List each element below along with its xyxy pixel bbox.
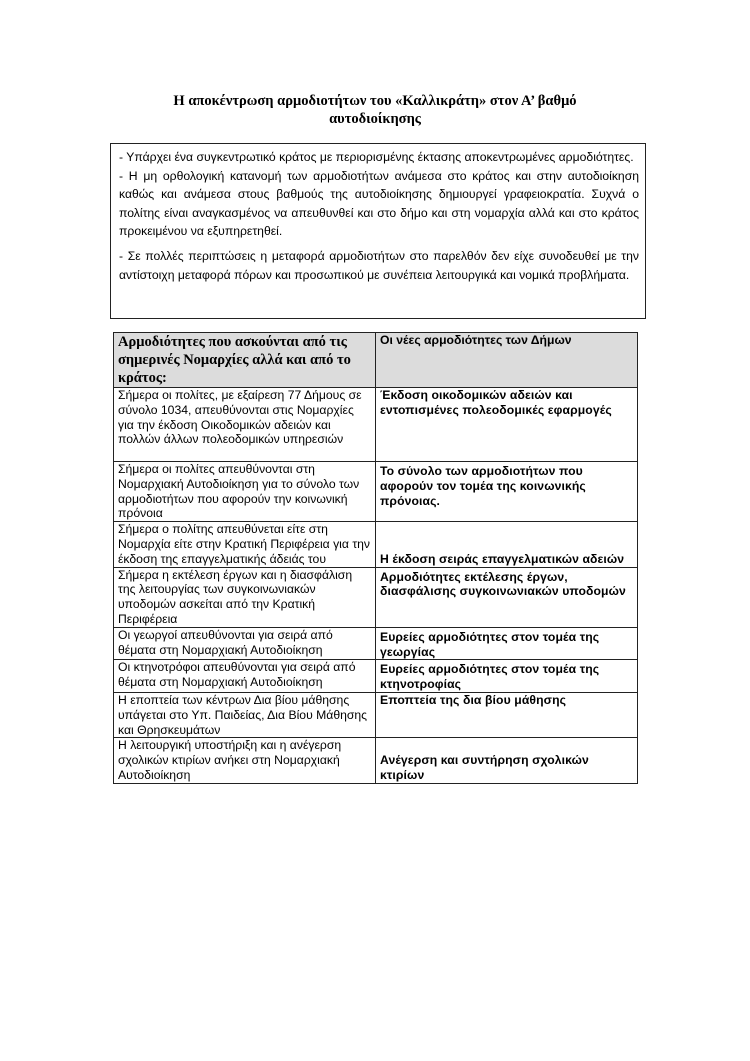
cell-new: Έκδοση οικοδομικών αδειών και εντοπισμένες πολεοδομικές εφαρμογές bbox=[376, 388, 638, 462]
table-row bbox=[114, 388, 638, 462]
cell-new: Εποπτεία της δια βίου μάθησης bbox=[376, 692, 638, 737]
intro-paragraph: - Σε πολλές περιπτώσεις η μεταφορά αρμοδιοτήτων στο παρελθόν δεν είχε συνοδευθεί με την αντίστοιχη μεταφορά πόρων και προσωπικού με συνέπεια λειτουργικά και νομικά προβλήματα. bbox=[119, 248, 639, 282]
table-row bbox=[114, 738, 638, 783]
cell-new: Ευρείες αρμοδιότητες στον τομέα της κτηνοτροφίας bbox=[376, 660, 638, 693]
competences-table bbox=[113, 332, 638, 784]
intro-box bbox=[110, 143, 646, 319]
header-current-competences: Αρμοδιότητες που ασκούνται από τις σημερινές Νομαρχίες αλλά και από το κράτος: bbox=[114, 333, 376, 388]
cell-current: Σήμερα ο πολίτης απευθύνεται είτε στη Νομαρχία είτε στην Κρατική Περιφέρεια για την έκδοση της επαγγελματικής άδειάς του bbox=[114, 522, 376, 567]
table-row bbox=[114, 627, 638, 660]
intro-paragraph: - Υπάρχει ένα συγκεντρωτικό κράτος με περιορισμένης έκτασης αποκεντρωμένες αρμοδιότητες. bbox=[119, 150, 634, 164]
table-row bbox=[114, 522, 638, 567]
table-row bbox=[114, 567, 638, 627]
cell-new: Ευρείες αρμοδιότητες στον τομέα της γεωργίας bbox=[376, 627, 638, 660]
cell-new: Ανέγερση και συντήρηση σχολικών κτιρίων bbox=[376, 738, 638, 783]
cell-new: Το σύνολο των αρμοδιοτήτων που αφορούν τον τομέα της κοινωνικής πρόνοιας. bbox=[376, 462, 638, 522]
table-row bbox=[114, 462, 638, 522]
cell-current: Σήμερα οι πολίτες απευθύνονται στη Νομαρχιακή Αυτοδιοίκηση για το σύνολο των αρμοδιοτήτων που αφορούν την κοινωνική πρόνοια bbox=[114, 462, 376, 522]
page-title: Η αποκέντρωση αρμοδιοτήτων του «Καλλικράτη» στον Α’ βαθμό αυτοδιοίκησης bbox=[173, 93, 577, 127]
header-new-competences: Οι νέες αρμοδιότητες των Δήμων bbox=[376, 333, 638, 388]
intro-paragraph: - Η μη ορθολογική κατανομή των αρμοδιοτήτων ανάμεσα στο κράτος και στην αυτοδιοίκηση καθώς και ανάμεσα στους βαθμούς της αυτοδιοίκησης δημιουργεί γραφειοκρατία. Συχνά ο πολίτης είναι αναγκασμένος να απευθυνθεί και στο δήμο και στη νομαρχία αλλά και στο κράτος προκειμένου να εξυπηρετηθεί. bbox=[119, 168, 639, 239]
cell-current: Οι κτηνοτρόφοι απευθύνονται για σειρά από θέματα στη Νομαρχιακή Αυτοδιοίκηση bbox=[114, 660, 376, 693]
cell-current: Σήμερα η εκτέλεση έργων και η διασφάλιση της λειτουργίας των συγκοινωνιακών υποδομών ασκείται από την Κρατική Περιφέρεια bbox=[114, 567, 376, 627]
cell-current: Σήμερα οι πολίτες, με εξαίρεση 77 Δήμους σε σύνολο 1034, απευθύνονται στις Νομαρχίες για την έκδοση Οικοδομικών αδειών και πολλών άλλων πολεοδομικών υπηρεσιών bbox=[114, 388, 376, 462]
cell-current: Η λειτουργική υποστήριξη και η ανέγερση σχολικών κτιρίων ανήκει στη Νομαρχιακή Αυτοδιοίκηση bbox=[114, 738, 376, 783]
table-header-row bbox=[114, 333, 638, 388]
cell-new: Η έκδοση σειράς επαγγελματικών αδειών bbox=[376, 522, 638, 567]
cell-new: Αρμοδιότητες εκτέλεσης έργων, διασφάλισης συγκοινωνιακών υποδομών bbox=[376, 567, 638, 627]
table-row bbox=[114, 692, 638, 737]
cell-current: Η εποπτεία των κέντρων Δια βίου μάθησης υπάγεται στο Υπ. Παιδείας, Δια Βίου Μάθησης και Θρησκευμάτων bbox=[114, 692, 376, 737]
cell-current: Οι γεωργοί απευθύνονται για σειρά από θέματα στη Νομαρχιακή Αυτοδιοίκηση bbox=[114, 627, 376, 660]
table-row bbox=[114, 660, 638, 693]
